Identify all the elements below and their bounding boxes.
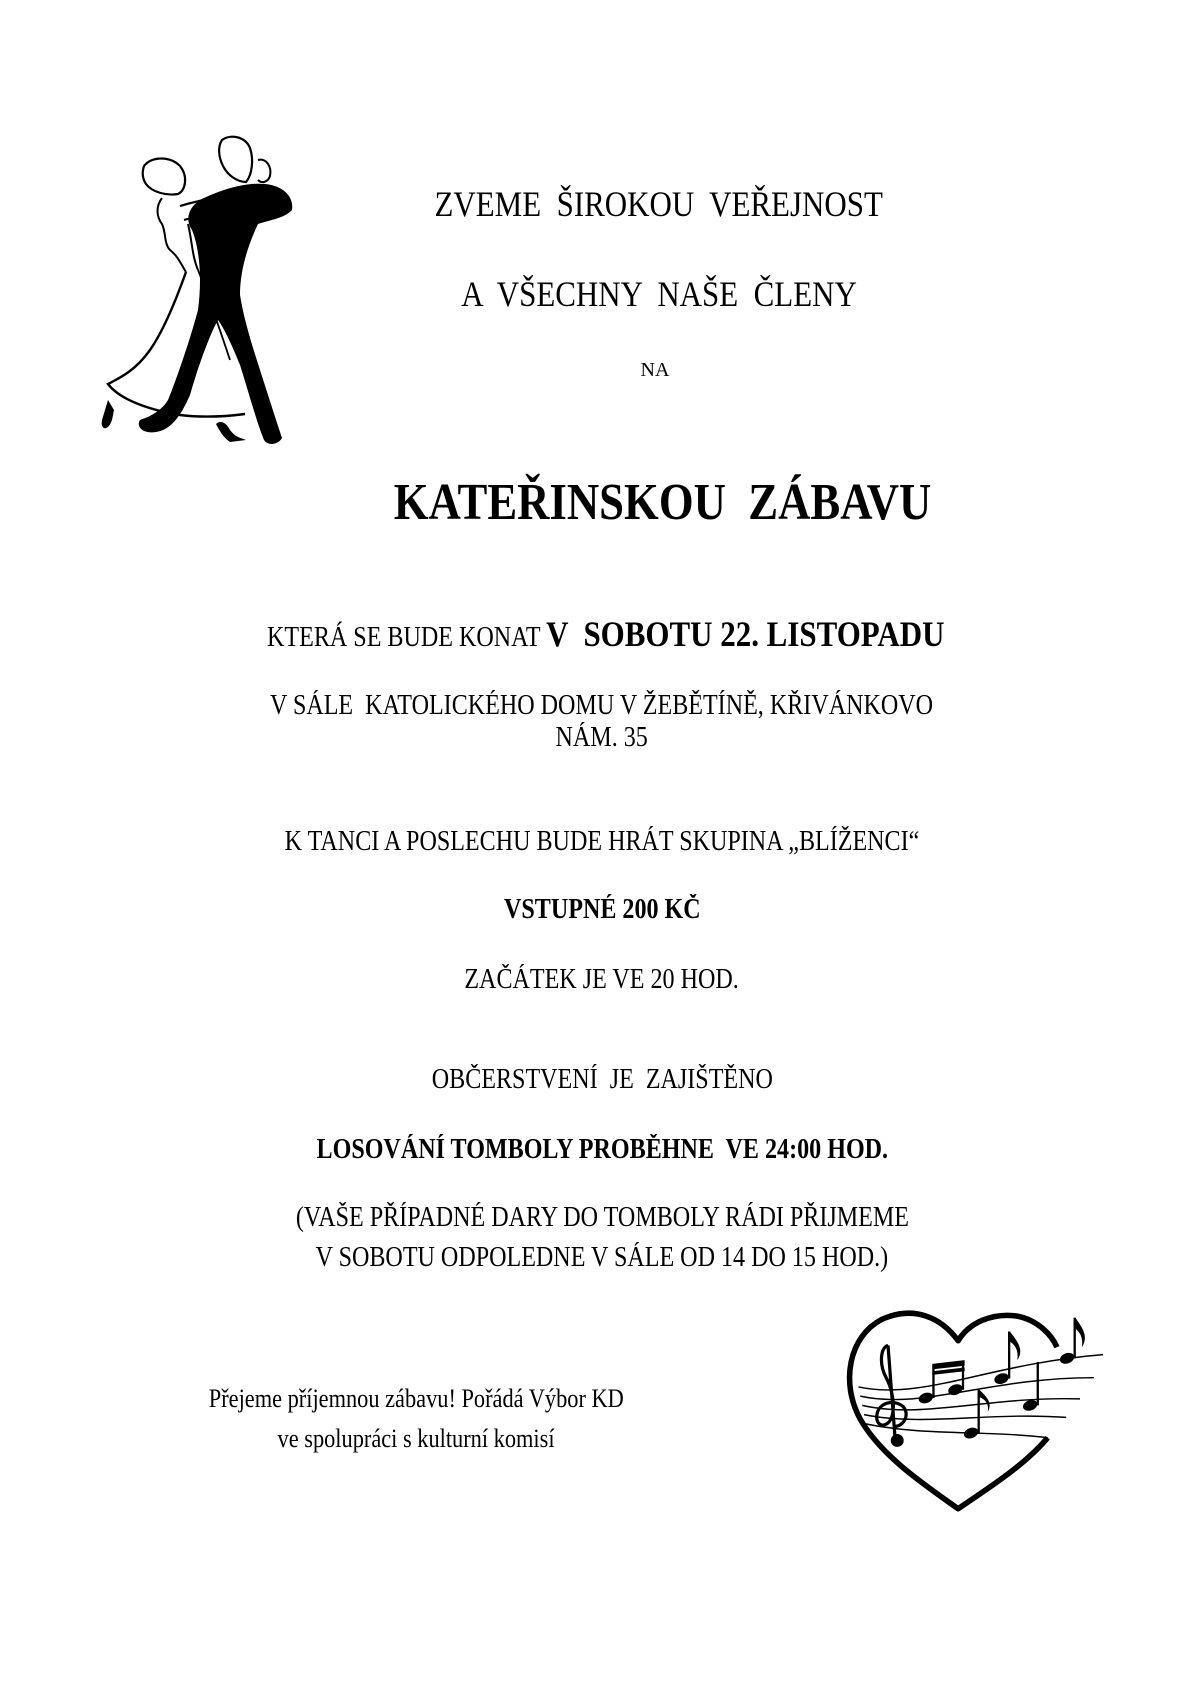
donations-line-1-text: (VAŠE PŘÍPADNÉ DARY DO TOMBOLY RÁDI PŘIJMEME	[295, 1202, 909, 1233]
invitation-line-members	[0, 240, 1190, 312]
donations-line-2-text: V SOBOTU ODPOLEDNE V SÁLE OD 14 DO 15 HOD.)	[315, 1242, 889, 1273]
entry-fee	[0, 868, 1190, 924]
heart-music-notes-icon	[800, 1290, 1120, 1530]
venue-line-2	[0, 696, 1190, 752]
venue-line-2-text: NÁM. 35	[555, 722, 649, 753]
event-date-value: V SOBOTU 22. LISTOPADU	[546, 614, 945, 654]
footer-line-1-text: Přejeme příjemnou zábavu! Pořádá Výbor KD	[208, 1384, 625, 1413]
refreshments-info	[0, 1038, 1190, 1094]
start-time	[0, 938, 1190, 994]
event-date-line	[0, 584, 1190, 668]
start-time-text: ZAČÁTEK JE VE 20 HOD.	[464, 964, 740, 995]
raffle-info	[0, 1108, 1190, 1164]
raffle-info-text: LOSOVÁNÍ TOMBOLY PROBĚHNE VE 24:00 HOD.	[316, 1134, 888, 1165]
footer-line-2	[150, 1400, 670, 1452]
band-info	[0, 800, 1190, 856]
refreshments-info-text: OBČERSTVENÍ JE ZAJIŠTĚNO	[431, 1064, 773, 1095]
entry-fee-text: VSTUPNÉ 200 KČ	[503, 894, 701, 925]
event-title	[0, 425, 1190, 529]
event-date-prefix: KTERÁ SE BUDE KONAT	[267, 622, 547, 653]
band-info-text: K TANCI A POSLECHU BUDE HRÁT SKUPINA „BLÍŽENCI“	[284, 826, 920, 857]
footer-line-2-text: ve spolupráci s kulturní komisí	[277, 1424, 556, 1453]
invitation-na-text: NA	[640, 359, 670, 381]
donations-line-2	[0, 1216, 1190, 1272]
invitation-line-members-text: A VŠECHNY NAŠE ČLENY	[461, 274, 857, 314]
invitation-line-public	[0, 150, 1190, 222]
venue-line-1-text: V SÁLE KATOLICKÉHO DOMU V ŽEBĚTÍNĚ, KŘIVÁNKOVO	[270, 690, 934, 721]
invitation-line-public-text: ZVEME ŠIROKOU VEŘEJNOST	[434, 184, 884, 224]
event-title-text: KATEŘINSKOU ZÁBAVU	[394, 474, 932, 531]
invitation-line-na	[0, 340, 1190, 380]
